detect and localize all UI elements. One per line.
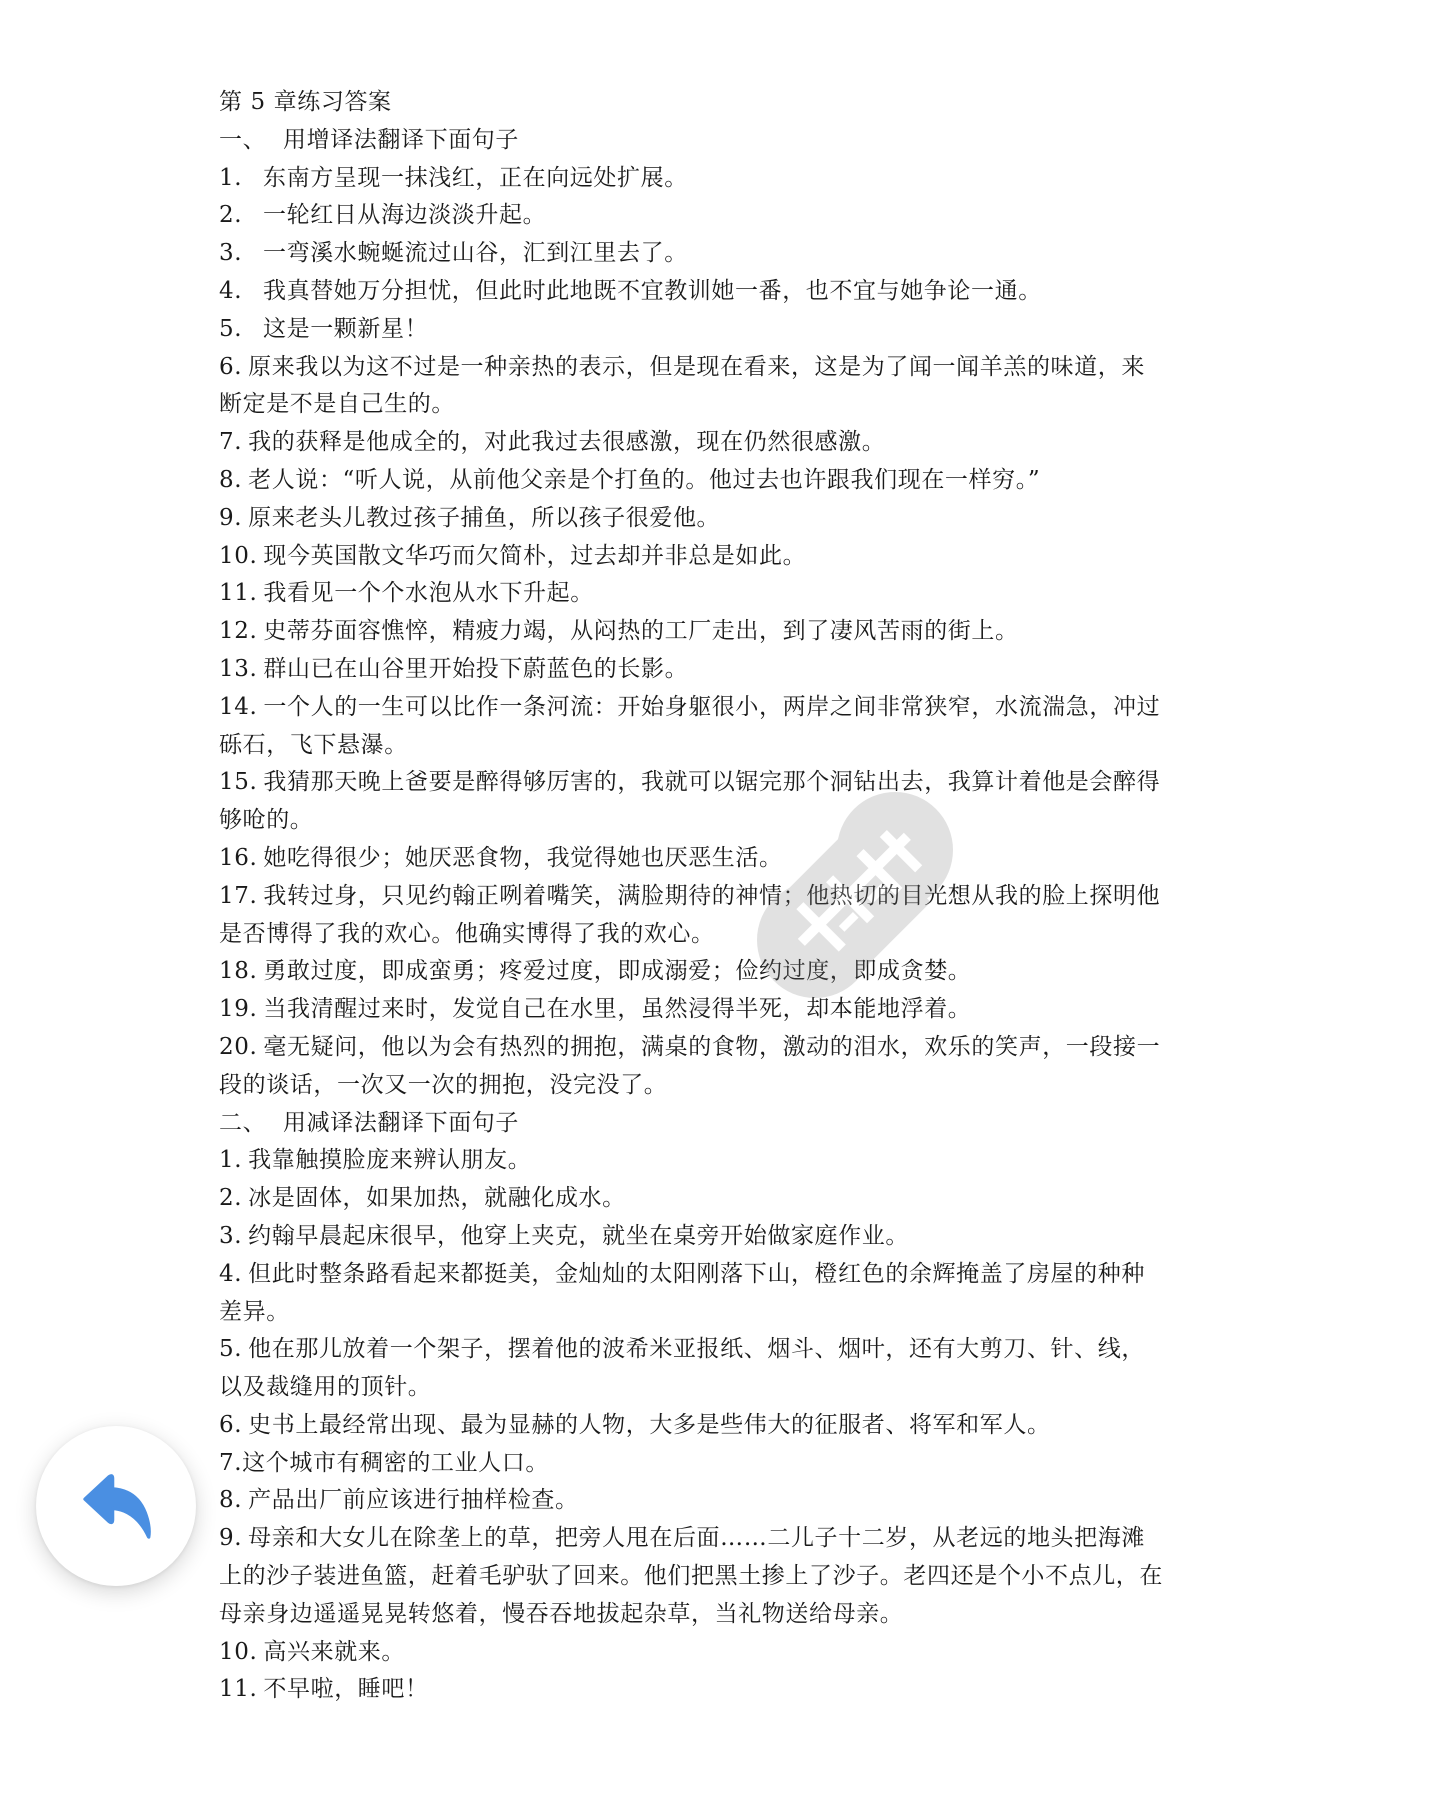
item-number: 8. <box>219 466 243 493</box>
item-text: 我靠触摸脸庞来辨认朋友。 <box>248 1147 532 1174</box>
list-item <box>219 311 1229 349</box>
list-item <box>219 1634 1229 1672</box>
document-page <box>219 84 1229 1709</box>
item-text: 不早啦，睡吧！ <box>263 1676 429 1703</box>
item-text: 他在那儿放着一个架子，摆着他的波希米亚报纸、烟斗、烟叶，还有大剪刀、针、线， <box>248 1336 1145 1363</box>
item-text: 群山已在山谷里开始投下蔚蓝色的长影。 <box>263 655 689 682</box>
item-text: 原来老头儿教过孩子捕鱼，所以孩子很爱他。 <box>248 504 721 531</box>
list-item <box>219 349 1229 387</box>
item-text: 母亲和大女儿在除垄上的草，把旁人甩在后面……二儿子十二岁，从老远的地头把海滩 <box>248 1525 1145 1552</box>
list-item <box>219 613 1229 651</box>
list-item <box>219 1407 1229 1445</box>
list-item-continuation: 上的沙子装进鱼篮，赶着毛驴驮了回来。他们把黑土掺上了沙子。老四还是个小不点儿，在 <box>219 1563 1163 1590</box>
list-item <box>219 160 1229 198</box>
list-item <box>219 235 1229 273</box>
list-item-continuation: 段的谈话，一次又一次的拥抱，没完没了。 <box>219 1071 668 1098</box>
item-number: 17. <box>219 882 258 909</box>
list-item <box>219 1671 1229 1709</box>
list-item-continuation: 差异。 <box>219 1298 290 1325</box>
list-item <box>219 575 1229 613</box>
item-text: 我看见一个个水泡从水下升起。 <box>263 580 594 607</box>
list-item <box>219 1029 1229 1067</box>
item-text: 冰是固体，如果加热，就融化成水。 <box>248 1185 626 1212</box>
item-number: 12. <box>219 618 258 645</box>
section-number: 一、 <box>219 126 267 153</box>
item-text: 我转过身，只见约翰正咧着嘴笑，满脸期待的神情；他热切的目光想从我的脸上探明他 <box>263 882 1161 909</box>
item-text: 约翰早晨起床很早，他穿上夹克，就坐在桌旁开始做家庭作业。 <box>248 1222 909 1249</box>
item-number: 6. <box>219 1411 243 1438</box>
item-text: 勇敢过度，即成蛮勇；疼爱过度，即成溺爱；俭约过度，即成贪婪。 <box>263 958 972 985</box>
item-text: 她吃得很少；她厌恶食物，我觉得她也厌恶生活。 <box>263 844 783 871</box>
item-text: 产品出厂前应该进行抽样检查。 <box>248 1487 579 1514</box>
back-button[interactable] <box>36 1426 196 1586</box>
item-text: 一轮红日从海边淡淡升起。 <box>263 202 547 229</box>
item-number: 3. <box>219 1222 243 1249</box>
reply-arrow-icon <box>73 1463 159 1549</box>
item-text: 这个城市有稠密的工业人口。 <box>242 1449 549 1476</box>
item-text: 一弯溪水蜿蜒流过山谷，汇到江里去了。 <box>263 240 688 267</box>
item-text: 一个人的一生可以比作一条河流：开始身躯很小，两岸之间非常狭窄，水流湍急，冲过 <box>263 693 1161 720</box>
item-text: 我猜那天晚上爸要是醉得够厉害的，我就可以锯完那个洞钻出去，我算计着他是会醉得 <box>263 769 1161 796</box>
item-number: 2. <box>219 1185 243 1212</box>
item-number: 18. <box>219 958 258 985</box>
list-item <box>219 1180 1229 1218</box>
list-item <box>219 878 1229 916</box>
item-number: 9. <box>219 1525 243 1552</box>
item-number: 15. <box>219 769 258 796</box>
item-text: 当我清醒过来时，发觉自己在水里，虽然浸得半死，却本能地浮着。 <box>263 996 972 1023</box>
item-text: 这是一颗新星！ <box>263 315 429 342</box>
item-number: 16. <box>219 844 258 871</box>
item-number: 2. <box>219 202 243 229</box>
item-number: 14. <box>219 693 258 720</box>
list-item <box>219 1445 1229 1483</box>
list-item-continuation: 母亲身边遥遥晃晃转悠着，慢吞吞地拔起杂草，当礼物送给母亲。 <box>219 1600 904 1627</box>
item-number: 10. <box>219 542 258 569</box>
item-number: 20. <box>219 1033 258 1060</box>
list-item <box>219 840 1229 878</box>
list-item-continuation: 够呛的。 <box>219 807 314 834</box>
item-text: 史蒂芬面容憔悴，精疲力竭，从闷热的工厂走出，到了凄风苦雨的街上。 <box>263 618 1019 645</box>
item-text: 我的获释是他成全的，对此我过去很感激，现在仍然很感激。 <box>248 429 886 456</box>
list-item <box>219 538 1229 576</box>
section-title: 用减译法翻译下面句子 <box>283 1109 519 1136</box>
item-text: 史书上最经常出现、最为显赫的人物，大多是些伟大的征服者、将军和军人。 <box>248 1411 1051 1438</box>
item-number: 11. <box>219 580 258 607</box>
item-number: 5. <box>219 1336 243 1363</box>
list-item <box>219 273 1229 311</box>
list-item <box>219 197 1229 235</box>
item-number: 1. <box>219 164 243 191</box>
list-item <box>219 1142 1229 1180</box>
item-number: 9. <box>219 504 243 531</box>
item-text: 高兴来就来。 <box>263 1638 405 1665</box>
item-text: 现今英国散文华巧而欠简朴，过去却并非总是如此。 <box>263 542 807 569</box>
item-number: 19. <box>219 996 258 1023</box>
list-item-continuation: 砾石，飞下悬瀑。 <box>219 731 408 758</box>
item-text: 我真替她万分担忧，但此时此地既不宜教训她一番，也不宜与她争论一通。 <box>263 277 1042 304</box>
item-number: 7. <box>219 1449 243 1476</box>
item-number: 10. <box>219 1638 258 1665</box>
item-number: 13. <box>219 655 258 682</box>
item-number: 8. <box>219 1487 243 1514</box>
list-item <box>219 651 1229 689</box>
list-item <box>219 764 1229 802</box>
section-title: 用增译法翻译下面句子 <box>283 126 519 153</box>
list-item <box>219 424 1229 462</box>
item-text: 东南方呈现一抹浅红，正在向远处扩展。 <box>263 164 688 191</box>
item-number: 3. <box>219 240 243 267</box>
list-item <box>219 953 1229 991</box>
item-number: 5. <box>219 315 243 342</box>
item-text: 毫无疑问，他以为会有热烈的拥抱，满桌的食物，激动的泪水，欢乐的笑声，一段接一 <box>263 1033 1161 1060</box>
list-item <box>219 1482 1229 1520</box>
item-number: 7. <box>219 429 243 456</box>
item-text: 但此时整条路看起来都挺美，金灿灿的太阳刚落下山，橙红色的余辉掩盖了房屋的种种 <box>248 1260 1145 1287</box>
item-number: 6. <box>219 353 243 380</box>
list-item <box>219 500 1229 538</box>
list-item <box>219 991 1229 1029</box>
item-text: 老人说：“听人说，从前他父亲是个打鱼的。他过去也许跟我们现在一样穷。” <box>248 466 1041 493</box>
list-item <box>219 1256 1229 1294</box>
section-number: 二、 <box>219 1109 267 1136</box>
list-item-continuation: 以及裁缝用的顶针。 <box>219 1374 432 1401</box>
item-number: 11. <box>219 1676 258 1703</box>
item-number: 1. <box>219 1147 243 1174</box>
document-title: 第 5 章练习答案 <box>219 89 392 115</box>
list-item-continuation: 断定是不是自己生的。 <box>219 391 455 418</box>
section-heading <box>219 122 1229 160</box>
list-item <box>219 462 1229 500</box>
section-heading <box>219 1105 1229 1143</box>
list-item <box>219 1218 1229 1256</box>
item-text: 原来我以为这不过是一种亲热的表示，但是现在看来，这是为了闻一闻羊羔的味道，来 <box>248 353 1145 380</box>
item-number: 4. <box>219 277 243 304</box>
list-item <box>219 1331 1229 1369</box>
list-item <box>219 689 1229 727</box>
item-number: 4. <box>219 1260 243 1287</box>
list-item-continuation: 是否博得了我的欢心。他确实博得了我的欢心。 <box>219 920 715 947</box>
list-item <box>219 1520 1229 1558</box>
